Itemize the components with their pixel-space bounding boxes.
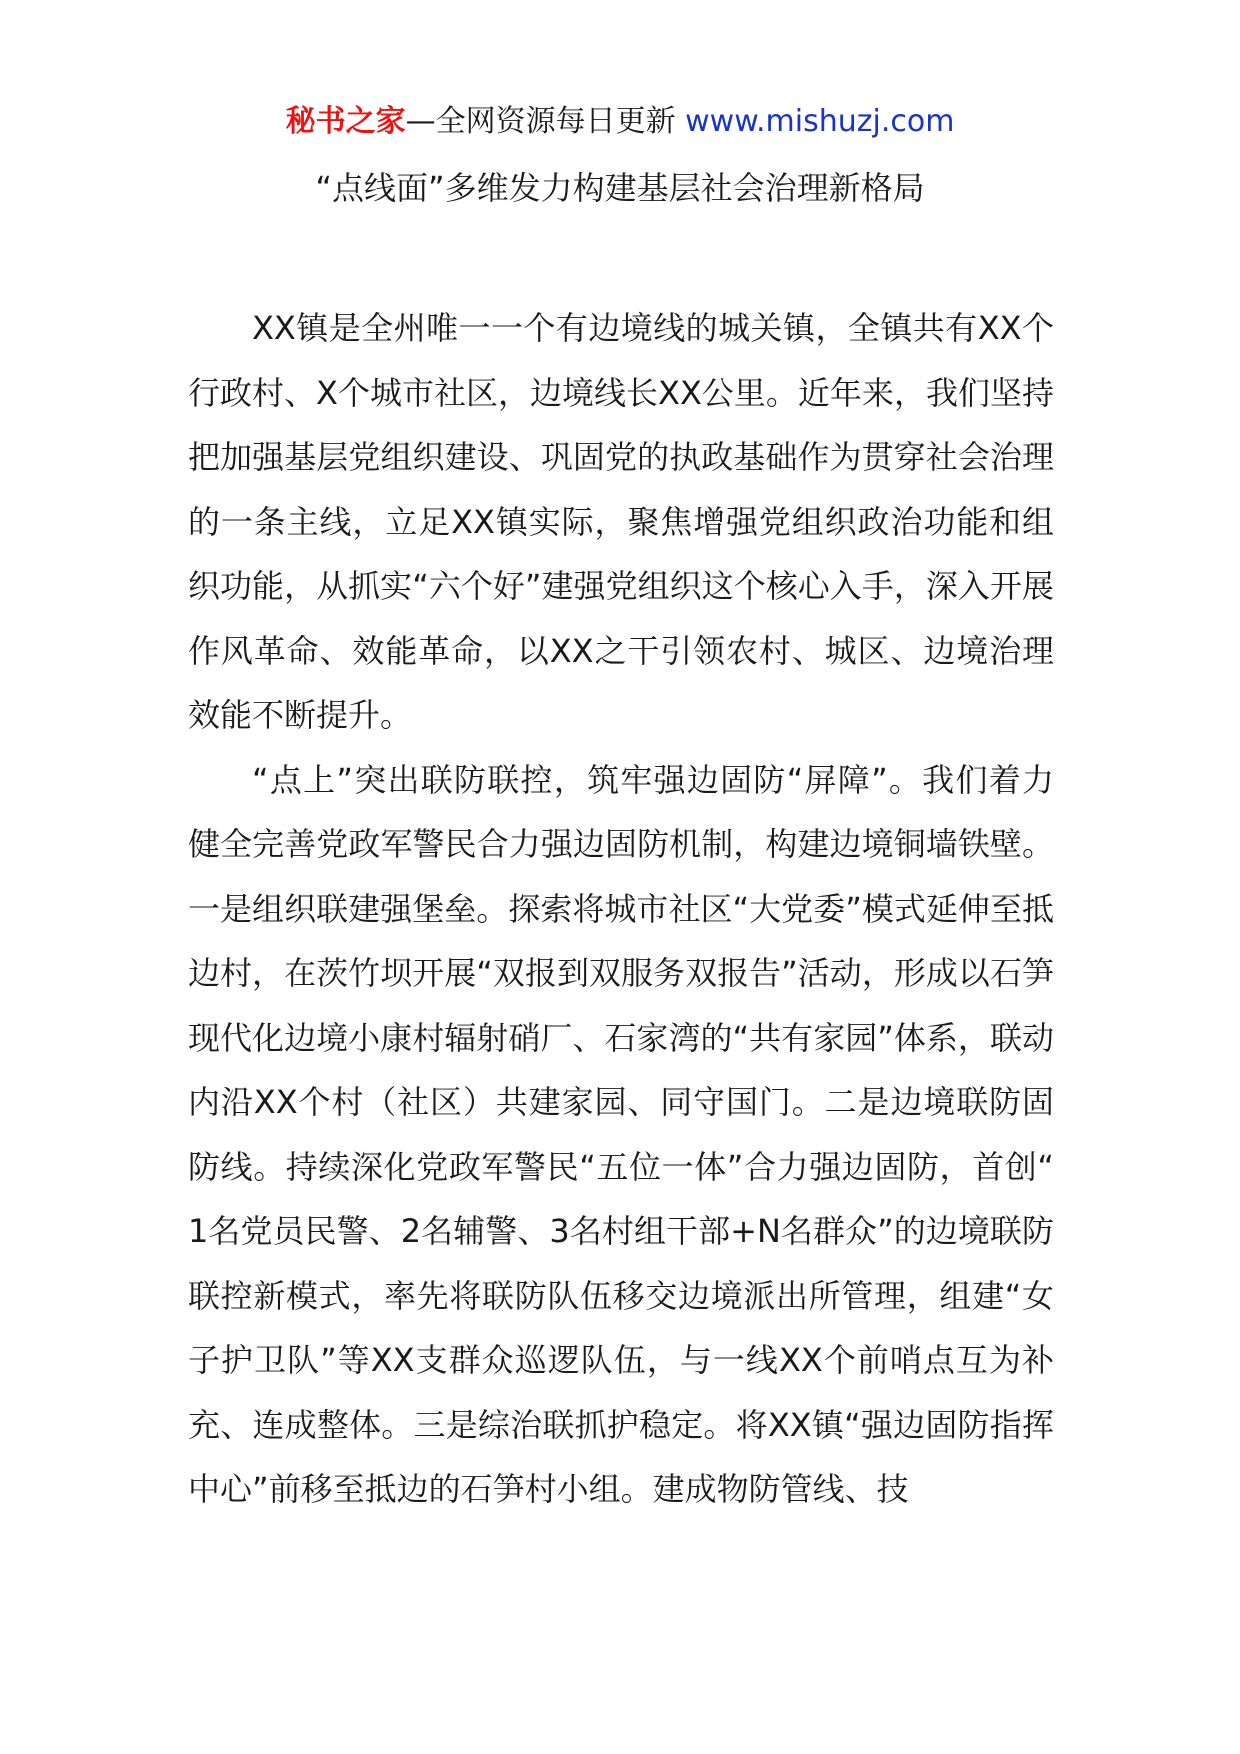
paragraph: XX镇是全州唯一一个有边境线的城关镇，全镇共有XX个行政村、X个城市社区，边境线长XX公里。近年来，我们坚持把加强基层党组织建设、巩固党的执政基础作为贯穿社会治理的一条主线，立足XX镇实际，聚焦增强党组织政治功能和组织功能，从抓实“六个好”建强党组织这个核心入手，深入开展作风革命、效能革命，以XX之干引领农村、城区、边境治理效能不断提升。 bbox=[188, 309, 1054, 734]
document-body bbox=[188, 296, 1054, 1522]
site-link[interactable]: www.mishuzj.com bbox=[685, 104, 955, 139]
paragraph: “点上”突出联防联控，筑牢强边固防“屏障”。我们着力健全完善党政军警民合力强边固防机制，构建边境铜墙铁壁。一是组织联建强堡垒。探索将城市社区“大党委”模式延伸至抵边村，在茨竹坝开展“双报到双服务双报告”活动，形成以石笋现代化边境小康村辐射硝厂、石家湾的“共有家园”体系，联动内沿XX个村（社区）共建家园、同守国门。二是边境联防固防线。持续深化党政军警民“五位一体”合力强边固防，首创“1名党员民警、2名辅警、3名村组干部+N名群众”的边境联防联控新模式，率先将联防队伍移交边境派出所管理，组建“女子护卫队”等XX支群众巡逻队伍，与一线XX个前哨点互为补充、连成整体。三是综治联抓护稳定。将XX镇“强边固防指挥中心”前移至抵边的石笋村小组。建成物防管线、技 bbox=[188, 760, 1054, 1508]
header-tagline: —全网资源每日更新 bbox=[405, 104, 676, 139]
site-header bbox=[0, 100, 1240, 144]
document-title: “点线面”多维发力构建基层社会治理新格局 bbox=[315, 169, 925, 207]
brand-name: 秘书之家 bbox=[285, 104, 406, 139]
